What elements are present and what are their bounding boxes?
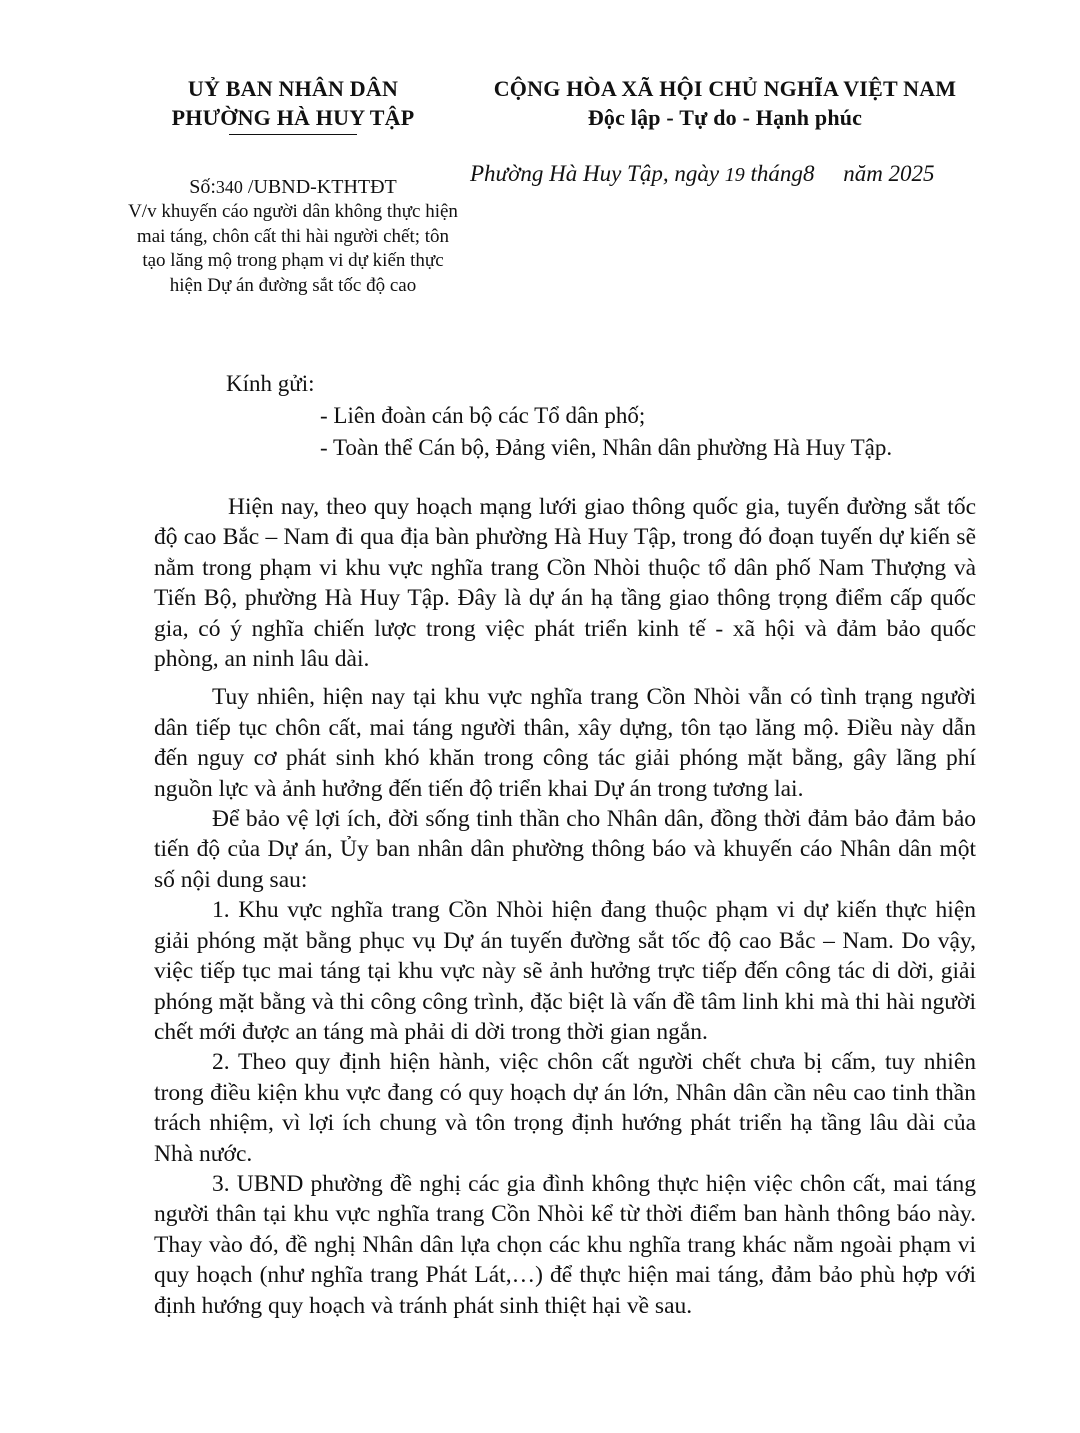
recipients-block bbox=[226, 368, 892, 464]
date-place: Phường Hà Huy Tập, ngày bbox=[470, 161, 720, 186]
body-paragraph: 2. Theo quy định hiện hành, việc chôn cất người chết chưa bị cấm, tuy nhiên trong điều kiện khu vực đang có quy hoạch dự án lớn, Nhân dân cần nêu cao tinh thần trách nhiệm, vì lợi ích chung và tôn trọng định hướng phát triển hạ tầng lâu dài của Nhà nước. bbox=[154, 1049, 976, 1167]
body-paragraph: Hiện nay, theo quy hoạch mạng lưới giao thông quốc gia, tuyến đường sắt tốc độ cao Bắc – Nam đi qua địa bàn phường Hà Huy Tập, trong đó đoạn tuyến dự kiến sẽ nằm trong phạm vi khu vực nghĩa trang Cồn Nhòi thuộc tổ dân phố Nam Thượng và Tiến Bộ, phường Hà Huy Tập. Đây là dự án hạ tầng giao thông trọng điểm cấp quốc gia, có ý nghĩa chiến lược trong việc phát triển kinh tế - xã hội và đảm bảo quốc phòng, an ninh lâu dài. bbox=[154, 494, 976, 673]
authority-line-1: UỶ BAN NHÂN DÂN bbox=[187, 76, 399, 101]
date-day: 19 bbox=[724, 164, 745, 186]
date-year: năm 2025 bbox=[843, 161, 935, 186]
reference-prefix: Số: bbox=[189, 176, 216, 198]
recipients-greeting: Kính gửi: bbox=[226, 371, 315, 396]
reference-number bbox=[128, 175, 458, 200]
body-paragraph: 3. UBND phường đề nghị các gia đình không thực hiện việc chôn cất, mai táng người thân tại khu vực nghĩa trang Cồn Nhòi kể từ thời điểm ban hành thông báo này. Thay vào đó, đề nghị Nhân dân lựa chọn các khu nghĩa trang khác nằm ngoài phạm vi quy hoạch (như nghĩa trang Phát Lát,…) để thực hiện mai táng, đảm bảo phù hợp với định hướng quy hoạch và tránh phát sinh thiệt hại về sau. bbox=[154, 1170, 976, 1319]
document-body bbox=[154, 492, 976, 1321]
issue-date bbox=[470, 160, 990, 189]
date-month: 8 bbox=[802, 161, 815, 186]
authority-underline bbox=[229, 134, 357, 135]
body-paragraph: 1. Khu vực nghĩa trang Cồn Nhòi hiện đang thuộc phạm vi dự kiến thực hiện giải phóng mặt bằng phục vụ Dự án tuyến đường sắt tốc độ cao Bắc – Nam. Do vậy, việc tiếp tục mai táng tại khu vực này sẽ ảnh hưởng trực tiếp đến công tác di dời, giải phóng mặt bằng và thi công công trình, đặc biệt là vấn đề tâm linh khi mà thi hài người chết mới được an táng mà phải di dời trong thời gian ngắn. bbox=[154, 897, 976, 1045]
national-motto: Độc lập - Tự do - Hạnh phúc bbox=[587, 105, 863, 130]
national-title: CỘNG HÒA XÃ HỘI CHỦ NGHĨA VIỆT NAM bbox=[493, 76, 957, 101]
recipient-item: - Toàn thể Cán bộ, Đảng viên, Nhân dân phường Hà Huy Tập. bbox=[320, 435, 893, 460]
body-paragraph: Để bảo vệ lợi ích, đời sống tinh thần cho Nhân dân, đồng thời đảm bảo đảm bảo tiến độ của Dự án, Ủy ban nhân dân phường thông báo và khuyến cáo Nhân dân một số nội dung sau: bbox=[154, 806, 976, 893]
recipient-item: - Liên đoàn cán bộ các Tổ dân phố; bbox=[320, 403, 646, 428]
reference-number-value: 340 bbox=[215, 177, 243, 197]
issuing-authority-block bbox=[128, 74, 458, 298]
authority-line-2: PHƯỜNG HÀ HUY TẬP bbox=[171, 105, 415, 130]
reference-code: /UBND-KTHTĐT bbox=[247, 176, 397, 198]
date-month-label: tháng bbox=[750, 161, 803, 186]
body-paragraph: Tuy nhiên, hiện nay tại khu vực nghĩa trang Cồn Nhòi vẫn có tình trạng người dân tiếp tục chôn cất, mai táng người thân, xây dựng, tôn tạo lăng mộ. Điều này dẫn đến nguy cơ phát sinh khó khăn trong công tác giải phóng mặt bằng, gây lãng phí nguồn lực và ảnh hưởng đến tiến độ triển khai Dự án trong tương lai. bbox=[154, 684, 976, 802]
reference-subject: V/v khuyến cáo người dân không thực hiện mai táng, chôn cất thi hài người chết; tôn tạo lăng mộ trong phạm vi dự kiến thực hiện Dự án đường sắt tốc độ cao bbox=[128, 201, 458, 296]
national-header-block bbox=[470, 74, 980, 135]
